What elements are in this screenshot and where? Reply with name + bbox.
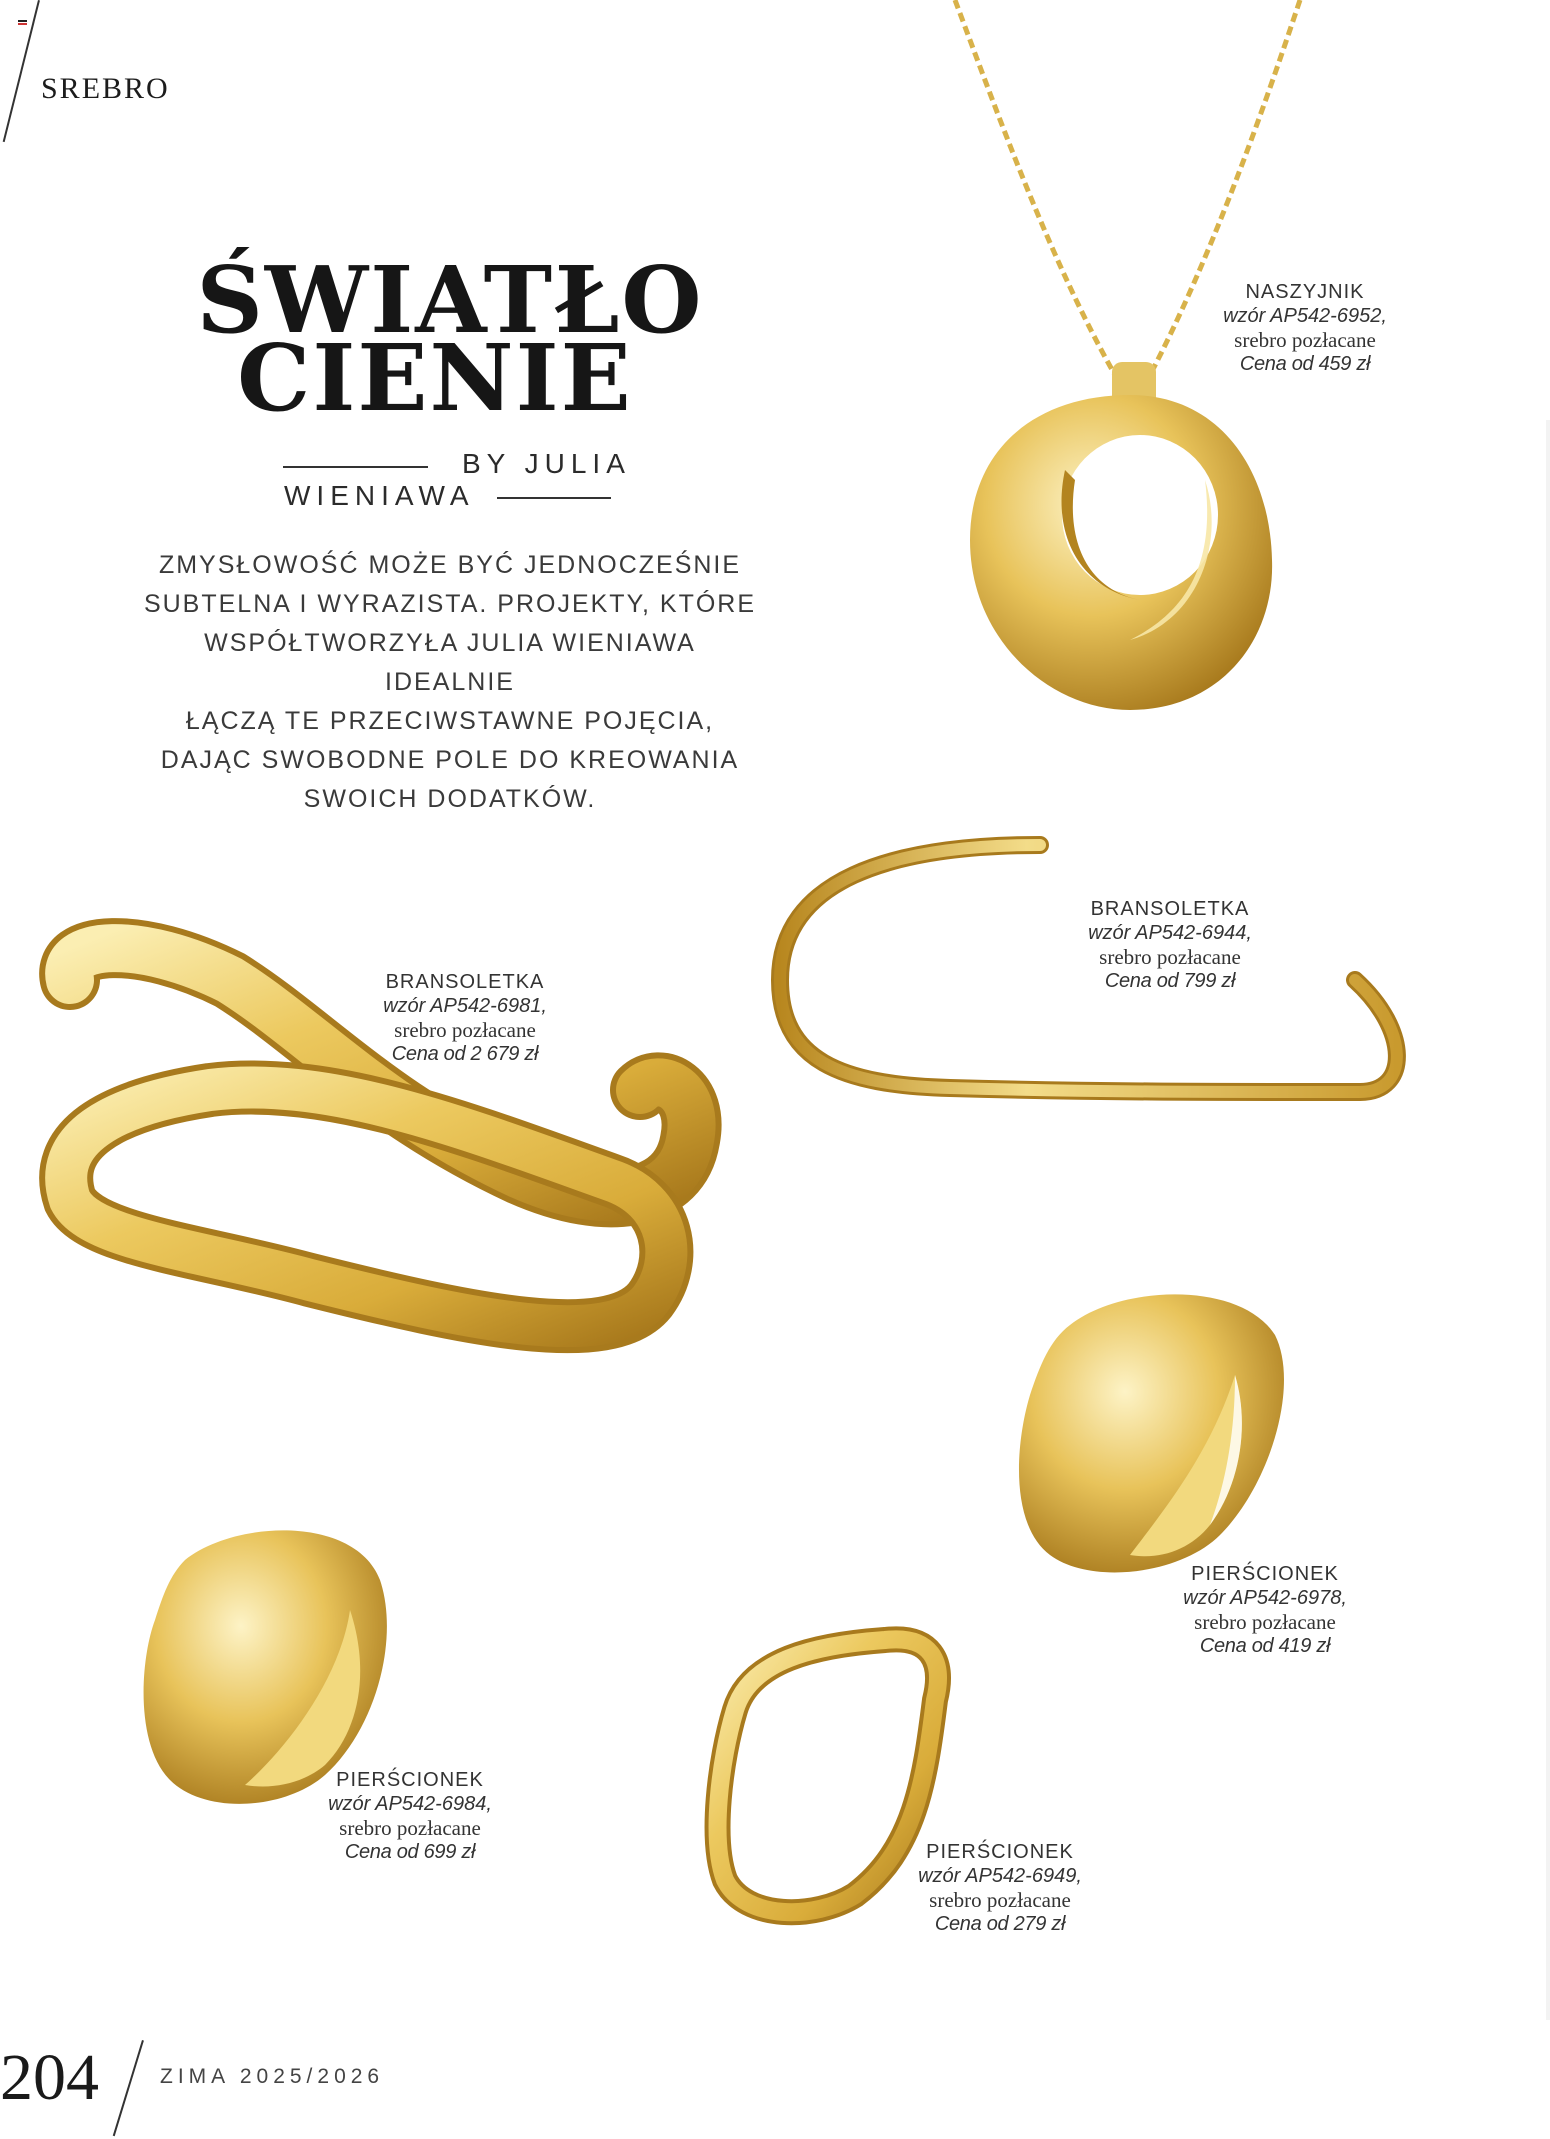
product-caption-ring-6949 [875, 1840, 1125, 1936]
flag-icon [18, 20, 27, 27]
product-ref: wzór AP542-6984, [328, 1793, 492, 1815]
product-name: BRANSOLETKA [1090, 898, 1250, 920]
footer-diagonal-line [113, 2040, 144, 2136]
product-material: srebro pozłacane [1099, 945, 1241, 969]
intro-text [140, 546, 760, 819]
product-material: srebro pozłacane [339, 1816, 481, 1840]
page-title-line1: ŚWIATŁO [196, 246, 704, 354]
intro-line: WSPÓŁTWORZYŁA JULIA WIENIAWA IDEALNIE [204, 629, 696, 696]
product-ref: wzór AP542-6981, [383, 995, 547, 1017]
ring-dome-image [1010, 1285, 1290, 1585]
product-name: PIERŚCIONEK [336, 1769, 484, 1791]
product-ref: wzór AP542-6944, [1088, 922, 1252, 944]
product-caption-bracelet-cuff [340, 970, 590, 1066]
product-name: BRANSOLETKA [385, 971, 545, 993]
product-name: PIERŚCIONEK [1191, 1563, 1339, 1585]
page-edge-shadow [1546, 420, 1550, 2020]
product-price: Cena od 799 zł [1104, 970, 1236, 992]
product-caption-necklace [1180, 280, 1430, 376]
product-material: srebro pozłacane [1234, 328, 1376, 352]
product-material: srebro pozłacane [394, 1018, 536, 1042]
intro-line: SUBTELNA I WYRAZISTA. PROJEKTY, KTÓRE [143, 590, 757, 618]
product-price: Cena od 699 zł [344, 1841, 476, 1863]
intro-line: SWOICH DODATKÓW. [303, 785, 597, 813]
product-material: srebro pozłacane [929, 1888, 1071, 1912]
product-caption-ring-6984 [285, 1768, 535, 1864]
byline-part2: WIENIAWA [284, 480, 475, 511]
ring-bubble-image [135, 1520, 395, 1810]
product-ref: wzór AP542-6978, [1183, 1587, 1347, 1609]
intro-line: DAJĄC SWOBODNE POLE DO KREOWANIA [160, 746, 740, 774]
product-name: PIERŚCIONEK [926, 1841, 1074, 1863]
product-price: Cena od 2 679 zł [391, 1043, 539, 1065]
product-ref: wzór AP542-6949, [918, 1865, 1082, 1887]
product-ref: wzór AP542-6952, [1223, 305, 1387, 327]
product-material: srebro pozłacane [1194, 1610, 1336, 1634]
intro-line: ŁĄCZĄ TE PRZECIWSTAWNE POJĘCIA, [185, 707, 715, 735]
product-price: Cena od 279 zł [934, 1913, 1066, 1935]
page-number: 204 [0, 2041, 99, 2114]
product-price: Cena od 459 zł [1239, 353, 1371, 375]
page-title-line2: CIENIE [237, 324, 633, 432]
product-caption-ring-6978 [1140, 1562, 1390, 1658]
byline-rule-left [283, 466, 428, 468]
intro-line: ZMYSŁOWOŚĆ MOŻE BYĆ JEDNOCZEŚNIE [158, 551, 742, 579]
product-name: NASZYJNIK [1245, 281, 1365, 303]
edition-label: ZIMA 2025/2026 [160, 2065, 385, 2088]
section-label: SREBRO [41, 72, 170, 105]
byline-part1: BY JULIA [462, 448, 631, 479]
byline-rule-right [497, 497, 611, 499]
product-price: Cena od 419 zł [1199, 1635, 1331, 1657]
product-caption-bracelet-thin [1045, 897, 1295, 993]
